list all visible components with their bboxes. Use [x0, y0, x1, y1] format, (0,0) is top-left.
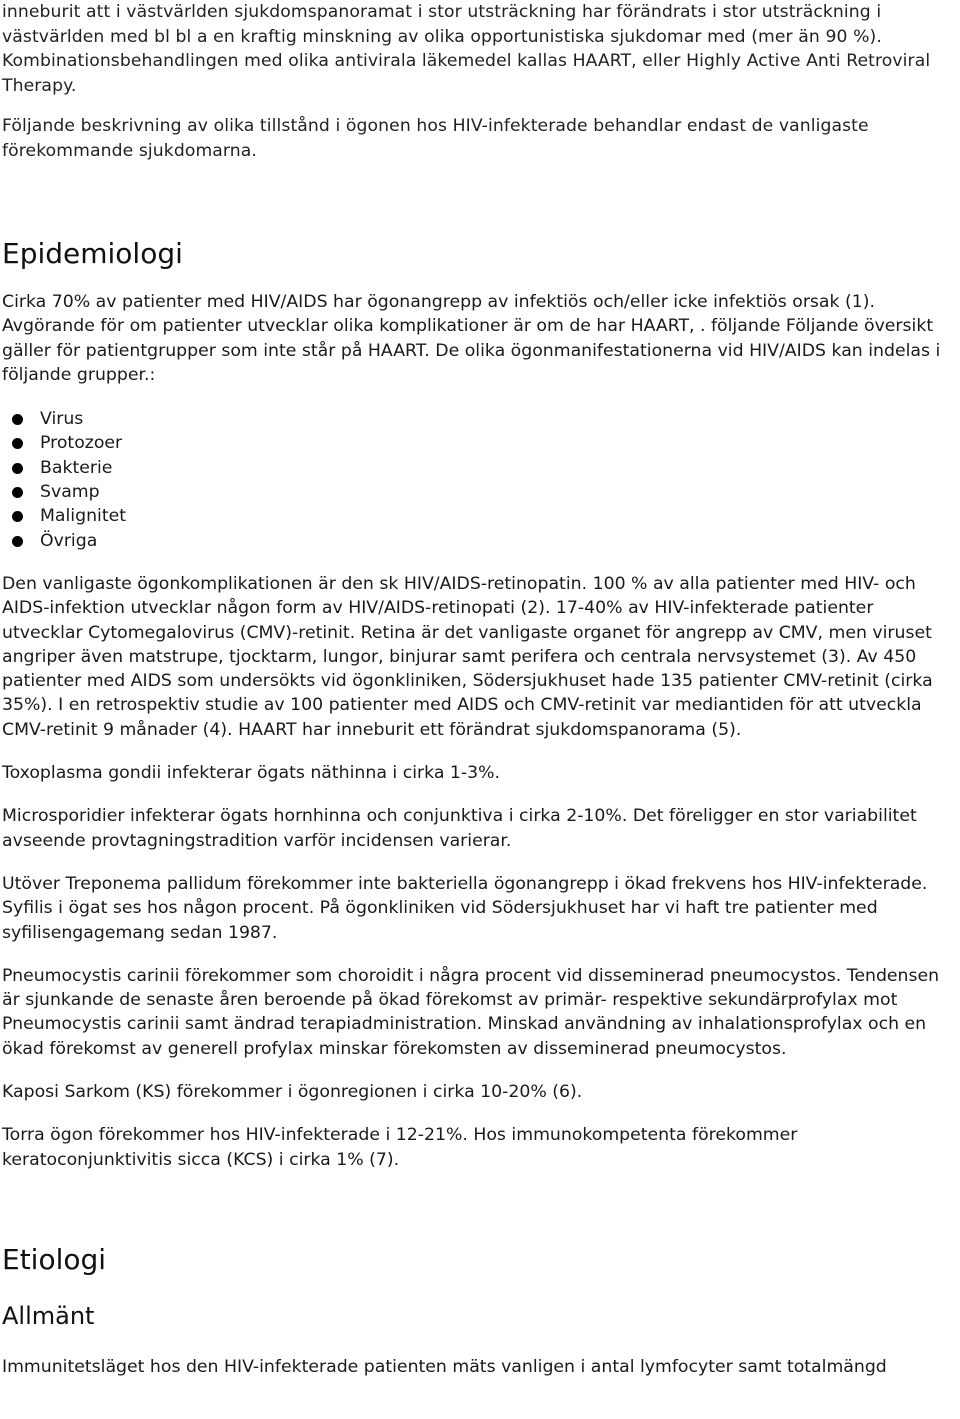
list-item-label: Övriga [40, 530, 98, 551]
bullet-icon [12, 463, 23, 474]
microsporidia-paragraph: Microsporidier infekterar ögats hornhinna och conjunktiva i cirka 2-10%. Det föreligger en stor variabilitet avseende provtagningstradition varför incidensen varierar. [2, 806, 917, 851]
toxoplasma-paragraph: Toxoplasma gondii infekterar ögats näthinna i cirka 1-3%. [2, 763, 501, 784]
list-item-label: Bakterie [40, 457, 113, 478]
dry-eyes-paragraph: Torra ögon förekommer hos HIV-infekterade i 12-21%. Hos immunokompetenta förekommer keratoconjunktivitis sicca (KCS) i cirka 1% (7). [2, 1125, 798, 1170]
list-item-label: Malignitet [40, 506, 127, 527]
intro-paragraph-2: Följande beskrivning av olika tillstånd i ögonen hos HIV-infekterade behandlar endast de vanligaste förekommande sjukdomarna. [2, 116, 869, 161]
list-item-label: Virus [40, 409, 84, 430]
general-subheading: Allmänt [2, 1301, 95, 1330]
bullet-icon [12, 414, 23, 425]
etiology-paragraph-1: Immunitetsläget hos den HIV-infekterade patienten mäts vanligen i antal lymfocyter samt totalmängd [2, 1356, 887, 1377]
list-item [40, 529, 958, 553]
epidemiology-paragraph-1: Cirka 70% av patienter med HIV/AIDS har ögonangrepp av infektiös och/eller icke infektiös orsak (1). Avgörande för om patienter utvecklar olika komplikationer är om de har HAART, . följande Följande översikt gäller för patientgrupper som inte står på HAART. De olika ögonmanifestationerna vid HIV/AIDS kan indelas i följande grupper.: [2, 292, 941, 385]
treponema-paragraph: Utöver Treponema pallidum förekommer inte bakteriella ögonangrepp i ökad frekvens hos HIV-infekterade. Syfilis i ögat ses hos någon procent. På ögonkliniken vid Södersjukhuset har vi haft tre patienter med syfilisengagemang sedan 1987. [2, 873, 928, 943]
cmv-retinitis-paragraph: Den vanligaste ögonkomplikationen är den sk HIV/AIDS-retinopatin. 100 % av alla patienter med HIV- och AIDS-infektion utvecklar någon form av HIV/AIDS-retinopati (2). 17-40% av HIV-infekterade patienter utvecklar Cytomegalovirus (CMV)-retinit. Retina är det vanligaste organet för angrepp av CMV, men viruset angriper även matstrupe, tjocktarm, lungor, binjurar samt perifera och centrala nervsystemet (3). Av 450 patienter med AIDS som undersökts vid ögonkliniken, Södersjukhuset hade 135 patienter CMV-retinit (cirka 35%). I en retrospektiv studie av 100 patienter med AIDS och CMV-retinit var mediantiden för att utveckla CMV-retinit 9 månader (4). HAART har inneburit ett förändrat sjukdomspanorama (5). [2, 573, 933, 740]
list-item [40, 456, 958, 480]
epidemiology-heading: Epidemiologi [2, 237, 183, 270]
manifestation-groups-list [2, 407, 958, 553]
bullet-icon [12, 511, 23, 522]
pneumocystis-paragraph: Pneumocystis carinii förekommer som choroidit i några procent vid disseminerad pneumocystos. Tendensen är sjunkande de senaste åren beroende på ökad förekomst av primär- respektive sekundärprofylax mot Pneumocystis carinii samt ändrad terapiadministration. Minskad användning av inhalationsprofylax och en ökad förekomst av generell profylax minskar förekomsten av disseminerad pneumocystos. [2, 965, 940, 1059]
bullet-icon [12, 487, 23, 498]
kaposi-paragraph: Kaposi Sarkom (KS) förekommer i ögonregionen i cirka 10-20% (6). [2, 1082, 583, 1103]
list-item [40, 407, 958, 431]
list-item [40, 480, 958, 504]
list-item [40, 504, 958, 528]
intro-paragraph-1: inneburit att i västvärlden sjukdomspanoramat i stor utsträckning har förändrats i stor utsträckning i västvärlden med bl bl a en kraftig minskning av olika opportunistiska sjukdomar med (mer än 90 %). Kombinationsbehandlingen med olika antivirala läkemedel kallas HAART, eller Highly Active Anti Retroviral Therapy. [2, 2, 931, 96]
list-item [40, 431, 958, 455]
bullet-icon [12, 438, 23, 449]
list-item-label: Svamp [40, 482, 100, 503]
bullet-icon [12, 536, 23, 547]
etiology-heading: Etiologi [2, 1242, 107, 1276]
list-item-label: Protozoer [40, 433, 123, 454]
